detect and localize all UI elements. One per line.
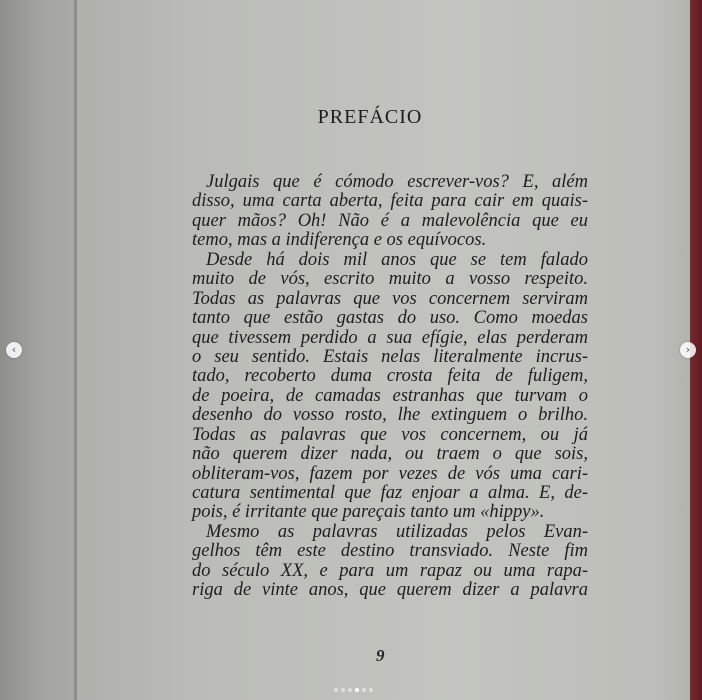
text-line: desenho do vosso rosto, lhe extinguem o brilho. xyxy=(192,405,588,426)
text-line: muito de vós, escrito muito a vosso respeito. xyxy=(192,269,588,290)
carousel-next-button[interactable] xyxy=(680,342,696,358)
carousel-dot[interactable] xyxy=(355,688,359,692)
text-line: tanto que estão gastas do uso. Como moedas xyxy=(192,308,588,329)
carousel-dot[interactable] xyxy=(369,688,373,692)
body-text xyxy=(192,173,588,601)
text-line: do século XX, e para um rapaz ou uma rapa- xyxy=(192,560,588,581)
carousel-dot[interactable] xyxy=(334,688,338,692)
carousel-indicator xyxy=(334,688,373,692)
chapter-title: PREFÁCIO xyxy=(317,106,423,128)
carousel-dot[interactable] xyxy=(341,688,345,692)
text-line: o seu sentido. Estais nelas literalmente incrus- xyxy=(192,346,588,367)
text-line: não querem dizer nada, ou traem o que sois, xyxy=(192,444,588,465)
text-line: tado, recoberto duma crosta feita de fuligem, xyxy=(192,366,588,387)
text-line: temo, mas a indiferença e os equívocos. xyxy=(192,230,487,251)
text-line: gelhos têm este destino transviado. Neste fim xyxy=(192,541,588,562)
text-line: disso, uma carta aberta, feita para cair em quais- xyxy=(192,191,588,212)
carousel-dot[interactable] xyxy=(362,688,366,692)
text-line: que tivessem perdido a sua efígie, elas perderam xyxy=(192,327,588,348)
text-line: quer mãos? Oh! Não é a malevolência que eu xyxy=(192,210,588,231)
text-line: Todas as palavras que vos concernem serviram xyxy=(192,288,588,309)
carousel-dot[interactable] xyxy=(348,688,352,692)
text-line: Julgais que é cómodo escrever-vos? E, além xyxy=(206,172,588,192)
text-line: riga de vinte anos, que querem dizer a palavra xyxy=(192,580,588,601)
page-number: 9 xyxy=(376,646,385,665)
text-line: pois, é irritante que pareçais tanto um «hippy». xyxy=(192,502,545,523)
carousel-prev-button[interactable] xyxy=(6,342,22,358)
text-line: catura sentimental que faz enjoar a alma. E, de- xyxy=(192,483,588,503)
text-line: obliteram-vos, fazem por vezes de vós uma cari- xyxy=(192,463,588,484)
text-line: Desde há dois mil anos que se tem falado xyxy=(206,249,588,270)
chevron-left-icon: ‹ xyxy=(11,343,17,356)
text-line: de poeira, de camadas estranhas que turvam o xyxy=(192,385,588,406)
page-gutter xyxy=(74,0,77,700)
text-line: Mesmo as palavras utilizadas pelos Evan- xyxy=(206,521,588,542)
text-line: Todas as palavras que vos concernem, ou já xyxy=(192,424,588,445)
chevron-right-icon: › xyxy=(685,343,691,356)
